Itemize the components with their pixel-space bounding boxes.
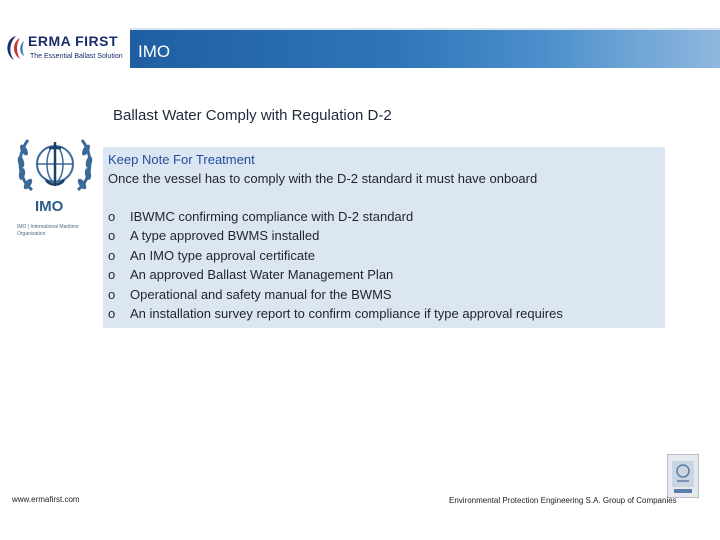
list-item-text: An installation survey report to confirm compliance if type approval requires xyxy=(130,305,563,321)
imo-laurel-globe-icon xyxy=(10,128,100,200)
logo-tagline: The Essential Ballast Solution xyxy=(30,53,123,60)
requirements-list xyxy=(108,209,563,325)
erma-first-swirl-icon xyxy=(2,32,28,64)
certification-badge xyxy=(667,454,699,498)
list-item xyxy=(108,287,563,306)
list-item xyxy=(108,306,563,325)
footer-company: Environmental Protection Engineering S.A. Group of Companies xyxy=(449,496,677,505)
list-item-text: Operational and safety manual for the BWMS xyxy=(130,286,392,302)
list-item xyxy=(108,248,563,267)
note-intro: Once the vessel has to comply with the D-2 standard it must have onboard xyxy=(108,171,538,186)
slide-subtitle: Ballast Water Comply with Regulation D-2 xyxy=(113,107,392,124)
bullet-marker: o xyxy=(108,247,116,263)
list-item-text: A type approved BWMS installed xyxy=(130,228,320,244)
list-item-text: An approved Ballast Water Management Plan xyxy=(130,267,394,283)
logo-wordmark: ERMA FIRST xyxy=(28,33,119,49)
bullet-marker: o xyxy=(108,228,116,244)
bullet-marker: o xyxy=(108,305,116,321)
imo-emblem xyxy=(10,128,100,258)
list-item-text: An IMO type approval certificate xyxy=(130,247,315,263)
treatment-note-box xyxy=(103,147,665,328)
bullet-marker: o xyxy=(108,267,116,283)
list-item-text: IBWMC confirming compliance with D-2 standard xyxy=(130,209,414,224)
bullet-marker: o xyxy=(108,209,116,224)
list-item xyxy=(108,267,563,286)
bullet-marker: o xyxy=(108,286,116,302)
list-item xyxy=(108,209,563,228)
list-item xyxy=(108,228,563,247)
imo-wordmark: IMO xyxy=(35,198,64,215)
certification-icon xyxy=(668,455,698,497)
title-band xyxy=(130,30,720,68)
header xyxy=(0,0,720,80)
imo-caption: IMO | International Maritime Organization xyxy=(17,224,79,237)
note-heading: Keep Note For Treatment xyxy=(108,152,255,167)
slide-title: IMO xyxy=(138,42,171,61)
erma-first-logo xyxy=(0,28,130,72)
footer-website: www.ermafirst.com xyxy=(12,495,80,504)
